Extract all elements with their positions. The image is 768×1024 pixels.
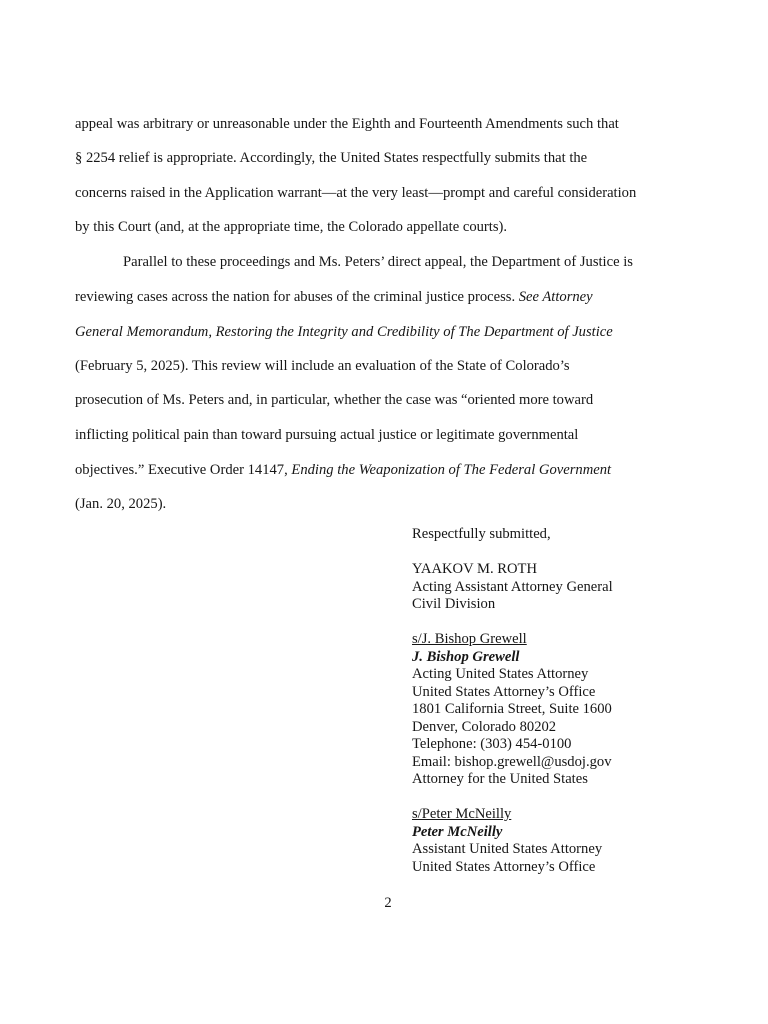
citation-title: Ending the Weaponization of The Federal Government (291, 462, 612, 478)
body-line: (Jan. 20, 2025). (75, 496, 167, 512)
signer-title: Assistant United States Attorney (412, 841, 603, 857)
citation-title: General Memorandum, Restoring the Integrity and Credibility of The Department of Justice (75, 324, 613, 340)
signer-telephone: Telephone: (303) 454-0100 (412, 736, 572, 752)
signer-office: United States Attorney’s Office (412, 683, 596, 700)
signer-name: YAAKOV M. ROTH (412, 561, 538, 577)
body-line: appeal was arbitrary or unreasonable under the Eighth and Fourteenth Amendments such that (75, 116, 619, 132)
signer-title: Acting United States Attorney (412, 666, 589, 682)
body-line: Parallel to these proceedings and Ms. Peters’ direct appeal, the Department of Justice is (123, 254, 633, 270)
signer-name: Peter McNeilly (412, 823, 503, 840)
signer-title: Acting Assistant Attorney General (412, 578, 613, 595)
signer-street: 1801 California Street, Suite 1600 (412, 701, 612, 717)
signature-block (412, 526, 752, 876)
closing: Respectfully submitted, (412, 526, 551, 542)
body-line: § 2254 relief is appropriate. Accordingly, the United States respectfully submits that the (75, 150, 588, 166)
electronic-signature: s/J. Bishop Grewell (412, 631, 527, 647)
signer-office: United States Attorney’s Office (412, 858, 596, 875)
body-text-run: objectives.” Executive Order 14147, (75, 462, 292, 478)
body-line: inflicting political pain than toward pursuing actual justice or legitimate governmental (75, 427, 579, 443)
citation-signal: See Attorney (518, 289, 593, 305)
body-line (75, 288, 593, 306)
signer-role: Attorney for the United States (412, 771, 588, 787)
signer-name: J. Bishop Grewell (412, 648, 520, 665)
body-line: prosecution of Ms. Peters and, in particular, whether the case was “oriented more toward (75, 392, 594, 408)
body-text-run: reviewing cases across the nation for abuses of the criminal justice process. (75, 289, 519, 305)
signer-division: Civil Division (412, 596, 496, 612)
body-line: by this Court (and, at the appropriate time, the Colorado appellate courts). (75, 219, 508, 235)
body-line: concerns raised in the Application warrant—at the very least—prompt and careful consideration (75, 185, 637, 201)
electronic-signature: s/Peter McNeilly (412, 806, 512, 822)
signer-city: Denver, Colorado 80202 (412, 718, 557, 735)
body-line (75, 461, 611, 479)
body-line (75, 323, 613, 341)
body-line: (February 5, 2025). This review will include an evaluation of the State of Colorado’s (75, 358, 570, 374)
signer-email: Email: bishop.grewell@usdoj.gov (412, 753, 612, 770)
page-number: 2 (384, 895, 392, 911)
